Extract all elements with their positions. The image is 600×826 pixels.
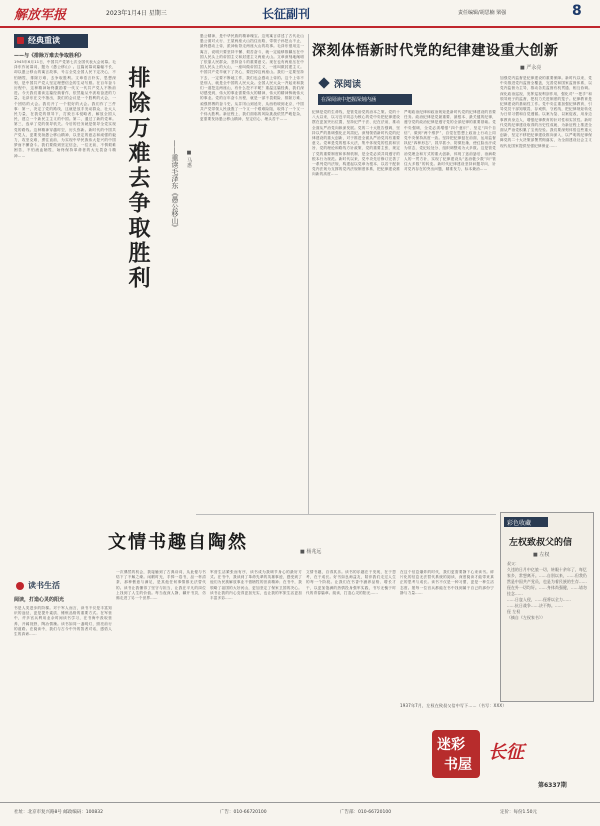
book-icon xyxy=(17,37,24,44)
section-name: 长征副刊 xyxy=(262,7,311,21)
badge-line-2: 书屋 xyxy=(444,757,472,773)
footer-print: 广告部：010-66720100 xyxy=(340,810,392,815)
bottom-article-title: 文情书趣自陶然 xyxy=(108,532,248,553)
footer-phone: 广告：010-66720100 xyxy=(220,810,267,815)
tag-label: 彩色收藏 xyxy=(507,520,532,527)
pen-icon xyxy=(16,582,24,590)
reading-life-subtitle: 阅读，打造心灵的阳光 xyxy=(14,597,65,603)
right-article-title: 深刻体悟新时代党的纪律建设重大创新 xyxy=(312,43,559,59)
diamond-icon xyxy=(318,77,329,88)
colorful-bookstore-badge xyxy=(432,730,480,778)
bottom-article-col-3: 军营生活紧张而有序，读书成为我调节身心的最好方式。在书中，我读到了革命先辈的英雄事迹，感受到了他们为民族解放事业不惜牺牲的崇高精神；在书中，我领略了祖国的大好河山，更加坚定了保家卫国的决心。读书让我的内心变得更加充实，也让我的军旅生活更加丰富多彩…… xyxy=(210,570,302,601)
article-body-col-1: 1945年6月11日，中国共产党第七次全国代表大会闭幕。毛泽东作闭幕词，题为《愚公移山》。这篇闭幕词篇幅不长，却以愚公移山的寓言故事，号召全党全国人民下定决心，不怕牺牲，排除万难，去争取胜利。文章语言朴实，思想深刻，是中国共产党人坚定理想信念的生动写照。在百年奋斗历程中，这种精神始终激励着一代又一代共产党人不断前进。今天我们重读这篇经典著作，依然能从中汲取奋进的力量。毛泽东在文中指出，我们的会议是一个胜利的大会，一个团结的大会。我们开了一个很好的大会。我们作了三件事：第一，决定了党的路线，这就是放手发动群众，壮大人民力量，在我党的领导下，打败日本侵略者，解放全国人民，建立一个新民主主义的中国。第二，通过了新的党章。第三，选举了党的领导机关。今后的任务就是领导全党实现党的路线。这种精神穿越时空，历久弥新。新时代的中国共产党人，更要发扬愚公移山精神，以坚定的意志和顽强的毅力，攻坚克难，勇往直前，为实现中华民族伟大复兴的中国梦而不懈奋斗。我们要做到坚定信念，一往无前，不惧艰难困苦，不怕流血牺牲，始终保持革命者的大无畏奋斗精神…… xyxy=(14,60,116,158)
page-number: 8 xyxy=(572,3,582,19)
tag-label: 经典重读 xyxy=(28,36,60,45)
article-author-vertical: ——重读毛泽东《愚公移山》 xyxy=(171,140,179,231)
article-body-col-2: 愚公精神，是中华民族的精神瑰宝。这则寓言讲述了古代北山愚公面对太行、王屋两座大山挡住出路，带领子孙挖山不止，最终感动上帝，派神仙背走两座大山的故事。毛泽东借用这一寓言，说明只要坚持不懈、艰苦奋斗，就一定能够推翻压在中国人民头上的帝国主义和封建主义两座大山。文章深刻地阐明了依靠人民群众、坚持奋斗的重要意义。现在也有两座压在中国人民头上的大山，一座叫做帝国主义，一座叫做封建主义。中国共产党早就下了决心，要挖掉这两座山。我们一定要坚持下去，一定要不断地工作，我们也会感动上帝的。这个上帝不是别人，就是全中国的人民大众。全国人民大众一齐起来和我们一道挖这两座山，有什么挖不平呢？重温这篇经典，我们深切感受到，伟大的事业需要伟大的精神，伟大的精神铸就伟大的事业。党的百年奋斗历程，就是一部不畏艰险、排除万难、顽强拼搏的奋斗史。从井冈山到延安，从西柏坡到北京，中国共产党带领人民战胜了一个又一个艰难险阻，取得了一个又一个伟大胜利。新征程上，我们面临的风险挑战依然严峻复杂，更需要发扬愚公移山精神，坚定信心、埋头苦干…… xyxy=(200,34,304,122)
poem-author: ■ 左权 xyxy=(533,552,550,558)
photo-caption: 1937年7月，左权在致叔父信中写下……（书写：XXX） xyxy=(400,703,507,708)
reading-life-tag xyxy=(14,580,76,592)
newspaper-logo: 解放军报 xyxy=(14,8,67,23)
badge-line-1: 迷彩 xyxy=(437,737,465,753)
collection-tag xyxy=(504,517,548,527)
section-divider-h xyxy=(196,514,496,515)
deep-reading-tag xyxy=(318,76,386,90)
article-title-vertical: 排除万难去争取胜利 xyxy=(125,66,151,291)
deep-reading-subtitle: 在深阅读中把握深刻内涵 xyxy=(318,94,412,105)
brand-logo: 长征 xyxy=(488,742,524,763)
poem-body: 叔父： 久违的日月中亿旅一切，转眼十余年了，每忆家乡，常想离开。……自别以来，……但我仍然是中国共产党员，也是为着民族的生存……侄在外一切均好。……身体尚强健，……请勿挂念…… ……日寇入侵，……侄将以全力…… ……抗日战争……决不悔。…… 侄 左权 （摘自《左权家书》） xyxy=(507,561,587,620)
article-subheading: ——与《排除万难去争取胜利》 xyxy=(14,53,85,59)
classic-reread-tag xyxy=(14,34,88,48)
bottom-article-col-5: 在这个信息爆炸的时代，我们更需要静下心来读书。碎片化的信息无法替代系统的阅读，深度阅读才能带来真正的思考与成长。读书不仅是一种习惯，更是一种生活态度。愿每一位官兵都能在书中找到属于自己的那份宁静与力量…… xyxy=(400,570,494,595)
bottom-article-col-2: 一次偶然的机会，我接触到了古典诗词，从此便与书结下了不解之缘。闲暇时光，手捧一卷书，品一杯清茶，那种惬意与满足，是其他任何事情都无法替代的。读书让我懂得了坚守与担当，让我在平凡的岗位上找到了人生的价值。每当夜深人静，翻开书页，仿佛走进了另一个世界…… xyxy=(116,570,206,601)
collection-box xyxy=(500,512,594,702)
editor-credit: 责任编辑/胡思楠 梁强 xyxy=(458,10,507,16)
right-article-col-1: 纪律是党的生命线，是管党治党的治本之策。党的十八大以来，以习近平同志为核心的党中央把纪律建设摆在更加突出位置，坚持纪严于法、纪在法前，推动全面从严治党向纵深发展。党的二十大报告强调，坚持以严的基调强化正风肃纪。深刻领悟新时代党的纪律建设的重大创新，对于推进全面从严治党具有重要意义。党章是党的根本大法，集中体现党的性质和宗旨、党的理论和路线方针政策、党的重要主张，规定了党的重要制度和体制机制，是全党必须共同遵守的根本行为规范。新时代以来，党中央先后修订完善了一系列党内法规，构建起以党章为根本、以若干配套党内法规为支撑的党内法规制度体系，把纪律建设推向新的高度…… xyxy=(312,110,400,177)
bottom-article-byline: ■ 杨兆远 xyxy=(300,549,322,555)
masthead xyxy=(0,0,600,28)
right-article-byline: ■ 严永亮 xyxy=(520,65,542,71)
poem-title: 左权致叔父的信 xyxy=(509,538,573,548)
bottom-article-col-1: 书是人类进步的阶梯。对于军人而言，读书不仅是丰富知识的途径，更是提升素质、锤炼品格的重要方式。在军营中，许多官兵利用业余时间读书学习，在书海中汲取营养，开阔视野，陶冶情操。读书如同一盏明灯，照亮前行的道路。在阅读中，我们与古今中外的智者对话，感悟人生的真谛…… xyxy=(14,606,112,637)
tag-label: 深阅读 xyxy=(334,80,362,90)
bottom-article-col-4: 文情书趣，自得其乐。读书的乐趣在于发现，在于思考，在于成长。好书如良师益友，陪伴我们走过人生的每一个阶段。让我们在书香中涵养品格、增长才干，以更加饱满的热情投身强军实践，书写无愧于时代的青春篇章。阅读，打造心灵的阳光…… xyxy=(306,570,396,595)
footer-address: 社址：北京市复兴路8号 邮政编码：100832 xyxy=(14,810,103,815)
right-article-col-3: 加强党内监督是纪律建设的重要保障。新时代以来，党中央推进党内监督全覆盖，完善党和国家监督体系，以党内监督为主导，推动各类监督有机贯通、相互协调。深化政治巡视，发挥巡视利剑作用，强化对“一把手”和领导班子的监督，把权力关进制度的笼子。纪律教育是纪律建设的基础性工作。党中央注重加强纪律教育，引导党员干部知敬畏、存戒惧、守底线，把纪律规矩转化为日常习惯和自觉遵循。以案为鉴、以案促改，用身边事教育身边人，增强纪律教育的针对性和实效性。新时代党的纪律建设取得的历史性成就，为新征程上推进全面从严治党积累了宝贵经验。我们要深刻体悟这些重大创新，坚定不移把纪律建设推向深入，以严明的纪律保障党的二十大决策部署贯彻落实，为全面建设社会主义现代化国家提供坚强纪律保证…… xyxy=(500,76,592,148)
issue-date: 2023年1月4日 星期三 xyxy=(106,10,167,17)
footer-price: 定价：每份1.50元 xyxy=(500,810,538,815)
article-byline-vertical: ■ 马惠 xyxy=(186,150,192,168)
tag-label: 读书生活 xyxy=(28,581,60,590)
issue-number: 第6337期 xyxy=(538,782,567,789)
right-article-col-2: 严明政治纪律和政治规矩是新时代党的纪律建设的首要任务。政治纪律是党最重要、最根本、最关键的纪律，遵守党的政治纪律是遵守党的全部纪律的重要基础。党中央强调，全党必须增强“四个意识”、坚定“四个自信”、做到“两个维护”，自觉在思想上政治上行动上同党中央保持高度一致。坚持把纪律挺在前面，运用监督执纪“四种形态”，抓早抓小、防微杜渐，使红脸出汗成为常态，党纪轻处分、组织调整成为大多数。这是管党治党理念和方式的重大创新，体现了惩前毖后、治病救人的一贯方针，实现了纪律建设从“惩治极少数”向“管住大多数”的转变。新时代纪律建设坚持问题导向，针对党内存在的突出问题，精准发力，标本兼治…… xyxy=(404,110,496,172)
column-divider-v xyxy=(308,34,309,514)
footer xyxy=(0,802,600,826)
